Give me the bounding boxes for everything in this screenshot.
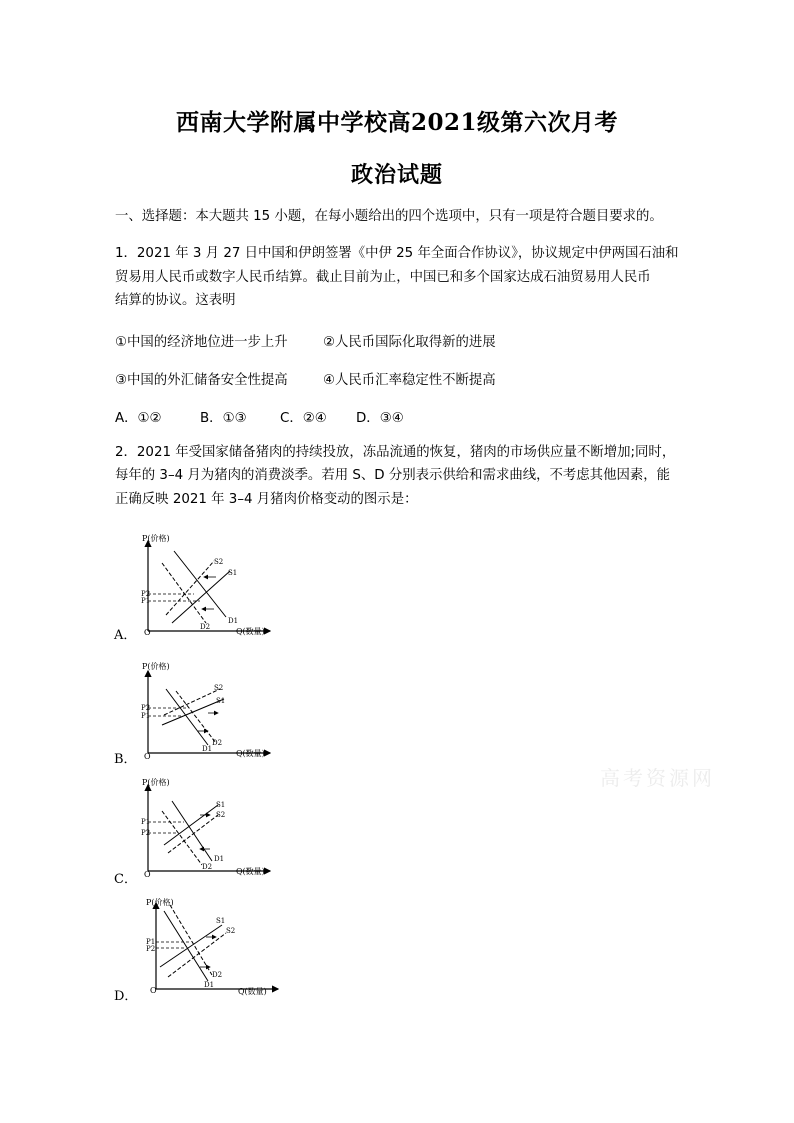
- s-bottom-label: S2: [226, 927, 236, 935]
- q1-statement-1: ①中国的经济地位进一步上升: [115, 335, 288, 350]
- s-bottom-label: S1: [216, 697, 226, 705]
- exam-title: 西南大学附属中学校高2021级第六次月考: [175, 109, 618, 136]
- x-axis-label: Q(数量): [238, 987, 267, 996]
- d-right-label: D2: [202, 863, 213, 871]
- p-upper-label: P2: [141, 704, 151, 712]
- q1-choice-b: B．①③: [200, 411, 247, 426]
- q2-option-a-label: A．: [114, 628, 137, 643]
- supply-curve-s1: [164, 805, 218, 845]
- demand-curve-d2: [170, 905, 212, 975]
- supply-curve-s1: [160, 925, 222, 967]
- demand-curve-d2: [162, 811, 202, 865]
- q1-statement-3: ③中国的外汇储备安全性提高: [115, 373, 288, 388]
- demand-curve-d2: [162, 563, 206, 623]
- q1-statement-4: ④人民币汇率稳定性不断提高: [323, 373, 496, 388]
- s-top-label: S2: [214, 684, 224, 692]
- p-lower-label: P2: [146, 945, 156, 953]
- s-bottom-label: S2: [216, 811, 226, 819]
- q1-statement-2: ②人民币国际化取得新的进展: [323, 335, 496, 350]
- p-upper-label: P1: [146, 938, 156, 946]
- watermark: 高考资源网: [600, 766, 715, 790]
- q1-choice-d: D．③④: [356, 411, 404, 426]
- q1-line-1: 1．2021 年 3 月 27 日中国和伊朗签署《中伊 25 年全面合作协议》，协议规定中伊两国石油和: [115, 246, 679, 261]
- p-upper-label: P2: [141, 590, 151, 598]
- d-left-label: D1: [214, 855, 225, 863]
- q2-option-d-label: D．: [114, 989, 138, 1004]
- q2-graph-b: [138, 663, 278, 763]
- q1-choice-a: A．①②: [115, 411, 162, 426]
- d-right-label: D2: [212, 971, 223, 979]
- x-axis-label: Q(数量): [236, 749, 265, 758]
- q2-graph-d: [146, 895, 286, 999]
- d-right-label: D1: [202, 745, 213, 753]
- d-left-label: D2: [200, 623, 211, 631]
- origin-label: O: [144, 752, 151, 761]
- demand-curve-d1: [164, 911, 208, 981]
- exam-subtitle: 政治试题: [350, 162, 443, 188]
- supply-curve-s2: [168, 815, 218, 853]
- d-left-label: D2: [212, 739, 223, 747]
- q2-line-1: 2．2021 年受国家储备猪肉的持续投放，冻品流通的恢复，猪肉的市场供应量不断增加;同时，: [115, 445, 676, 460]
- q1-choice-c: C．②④: [280, 411, 327, 426]
- q2-graph-a: [138, 533, 278, 638]
- x-axis-label: Q(数量): [236, 867, 265, 876]
- d-right-label: D1: [228, 617, 239, 625]
- q1-line-3: 结算的协议。这表明: [115, 293, 236, 308]
- demand-curve-d1: [166, 689, 208, 745]
- y-axis-label: P(价格): [146, 898, 174, 907]
- origin-label: O: [150, 986, 157, 995]
- p-lower-label: P1: [141, 597, 151, 605]
- s-top-label: S1: [216, 801, 226, 809]
- q2-line-3: 正确反映 2021 年 3–4 月猪肉价格变动的图示是：: [115, 492, 418, 507]
- q2-option-b-label: B．: [114, 752, 137, 767]
- q1-line-2: 贸易用人民币或数字人民币结算。截止目前为止，中国已和多个国家达成石油贸易用人民币: [115, 270, 651, 285]
- d-left-label: D1: [204, 981, 215, 989]
- y-axis-label: P(价格): [142, 534, 170, 543]
- q2-option-c-label: C．: [114, 872, 137, 887]
- s-bottom-label: S1: [228, 569, 238, 577]
- q2-line-2: 每年的 3–4 月为猪肉的消费淡季。若用 S、D 分别表示供给和需求曲线，不考虑其他因素，能: [115, 468, 671, 483]
- y-axis-label: P(价格): [142, 662, 170, 671]
- origin-label: O: [144, 628, 151, 637]
- section-heading: 一、选择题：本大题共 15 小题，在每小题给出的四个选项中，只有一项是符合题目要求的。: [115, 209, 663, 224]
- x-axis-label: Q(数量): [236, 627, 265, 636]
- p-upper-label: P1: [141, 818, 151, 826]
- p-lower-label: P2: [141, 829, 151, 837]
- y-axis-label: P(价格): [142, 778, 170, 787]
- q2-graph-c: [138, 777, 278, 879]
- supply-curve-s1: [172, 571, 230, 623]
- origin-label: O: [144, 870, 151, 879]
- p-lower-label: P1: [141, 712, 151, 720]
- s-top-label: S2: [214, 558, 224, 566]
- s-top-label: S1: [216, 917, 226, 925]
